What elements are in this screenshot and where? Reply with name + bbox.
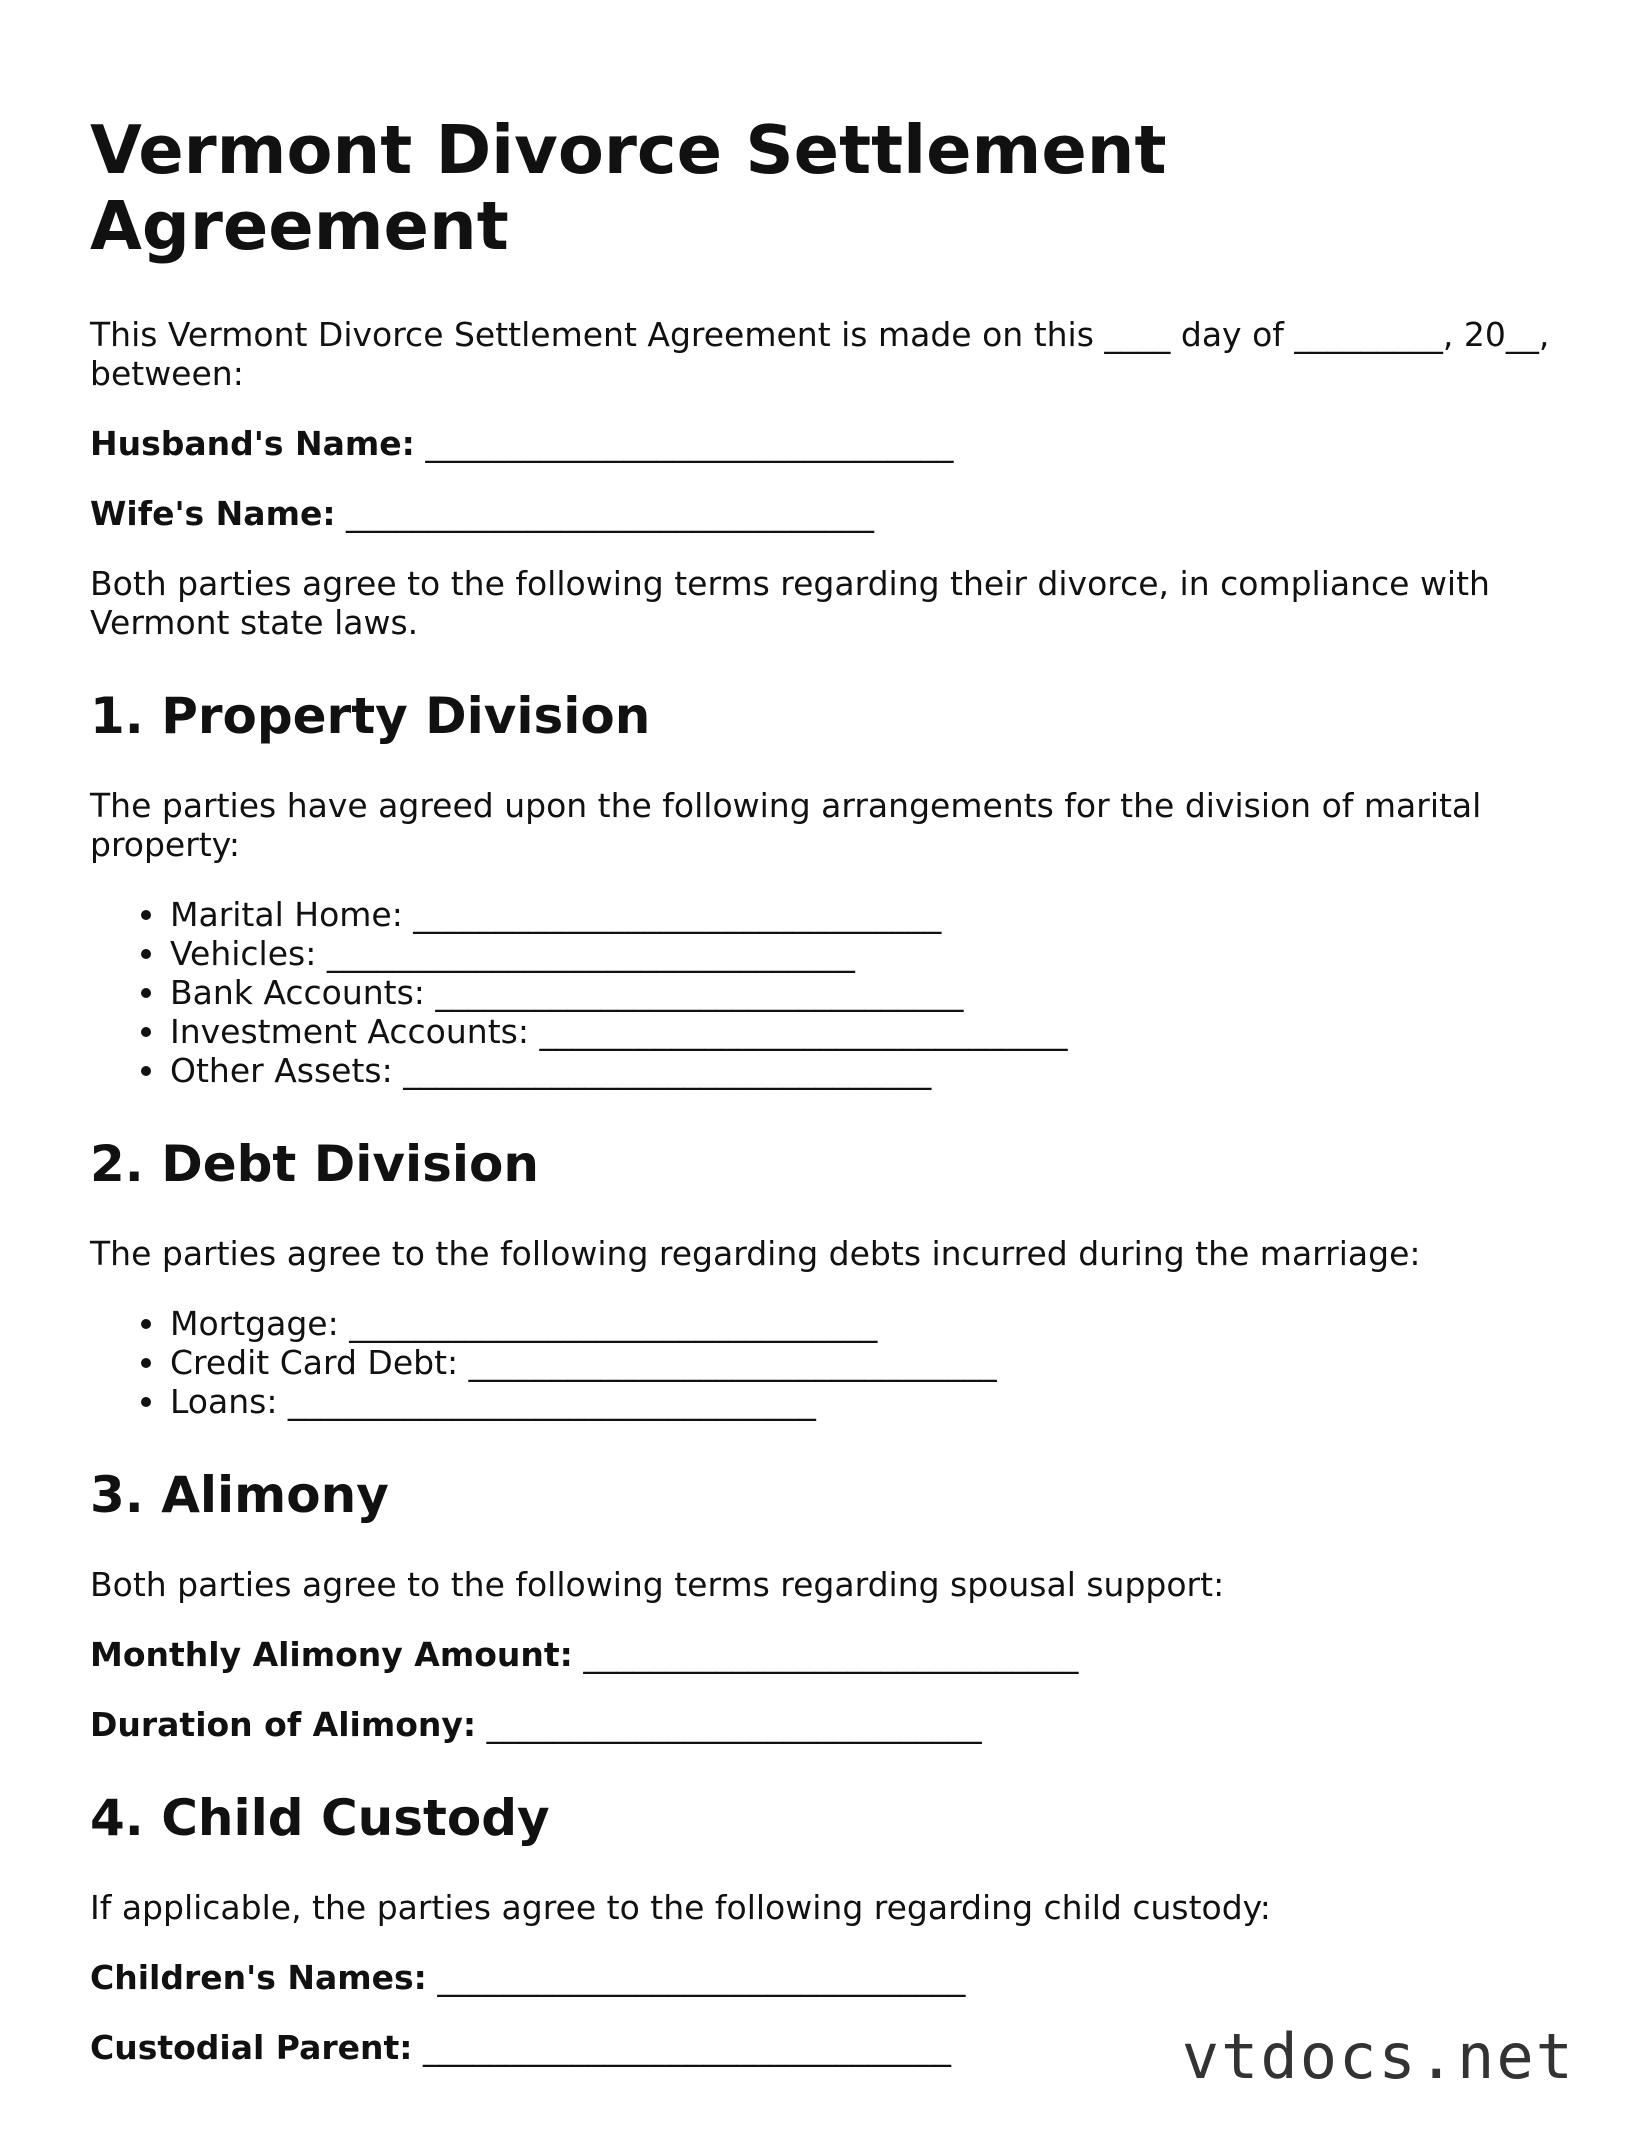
debt-item-credit-card[interactable]: Credit Card Debt: ________________________________ bbox=[170, 1343, 1560, 1382]
property-item-vehicles[interactable]: Vehicles: ________________________________ bbox=[170, 934, 1560, 973]
property-item-investment-accounts[interactable]: Investment Accounts: ________________________________ bbox=[170, 1012, 1560, 1051]
monthly-alimony-blank[interactable]: ______________________________ bbox=[583, 1635, 1079, 1674]
document-title: Vermont Divorce Settlement Agreement bbox=[90, 111, 1167, 265]
alimony-heading: 3. Alimony bbox=[90, 1466, 389, 1524]
monthly-alimony-field bbox=[90, 1635, 1560, 1674]
property-item-other-assets[interactable]: Other Assets: ________________________________ bbox=[170, 1051, 1560, 1090]
alimony-text: Both parties agree to the following terms regarding spousal support: bbox=[90, 1565, 1225, 1604]
agreement-paragraph: Both parties agree to the following terms regarding their divorce, in compliance with Vermont state laws. bbox=[90, 564, 1490, 642]
husband-name-field bbox=[90, 424, 1560, 463]
debt-division-heading: 2. Debt Division bbox=[90, 1135, 539, 1193]
property-division-text: The parties have agreed upon the following arrangements for the division of marital property: bbox=[90, 786, 1482, 864]
alimony-duration-label: Duration of Alimony: bbox=[90, 1705, 477, 1744]
document-page bbox=[90, 112, 1560, 2098]
children-names-blank[interactable]: ________________________________ bbox=[437, 1958, 966, 1997]
custodial-parent-label: Custodial Parent: bbox=[90, 2028, 413, 2067]
debt-item-loans[interactable]: Loans: ________________________________ bbox=[170, 1382, 1560, 1421]
debt-list bbox=[90, 1304, 1560, 1421]
alimony-duration-blank[interactable]: ______________________________ bbox=[486, 1705, 982, 1744]
wife-name-label: Wife's Name: bbox=[90, 494, 336, 533]
property-list bbox=[90, 895, 1560, 1090]
child-custody-text: If applicable, the parties agree to the following regarding child custody: bbox=[90, 1888, 1271, 1927]
custodial-parent-blank[interactable]: ________________________________ bbox=[423, 2028, 951, 2067]
property-item-bank-accounts[interactable]: Bank Accounts: ________________________________ bbox=[170, 973, 1560, 1012]
wife-name-blank[interactable]: ________________________________ bbox=[346, 494, 875, 533]
watermark: vtdocs.net bbox=[1181, 2020, 1575, 2093]
husband-name-label: Husband's Name: bbox=[90, 424, 415, 463]
children-names-field bbox=[90, 1958, 1560, 1997]
property-division-heading: 1. Property Division bbox=[90, 687, 651, 745]
alimony-duration-field bbox=[90, 1705, 1560, 1744]
debt-division-text: The parties agree to the following regarding debts incurred during the marriage: bbox=[90, 1234, 1421, 1273]
wife-name-field bbox=[90, 494, 1560, 533]
intro-paragraph: This Vermont Divorce Settlement Agreement is made on this ____ day of _________, 20__, between: bbox=[90, 315, 1550, 393]
debt-item-mortgage[interactable]: Mortgage: ________________________________ bbox=[170, 1304, 1560, 1343]
monthly-alimony-label: Monthly Alimony Amount: bbox=[90, 1635, 573, 1674]
husband-name-blank[interactable]: ________________________________ bbox=[425, 424, 954, 463]
property-item-marital-home[interactable]: Marital Home: ________________________________ bbox=[170, 895, 1560, 934]
child-custody-heading: 4. Child Custody bbox=[90, 1789, 550, 1847]
children-names-label: Children's Names: bbox=[90, 1958, 427, 1997]
